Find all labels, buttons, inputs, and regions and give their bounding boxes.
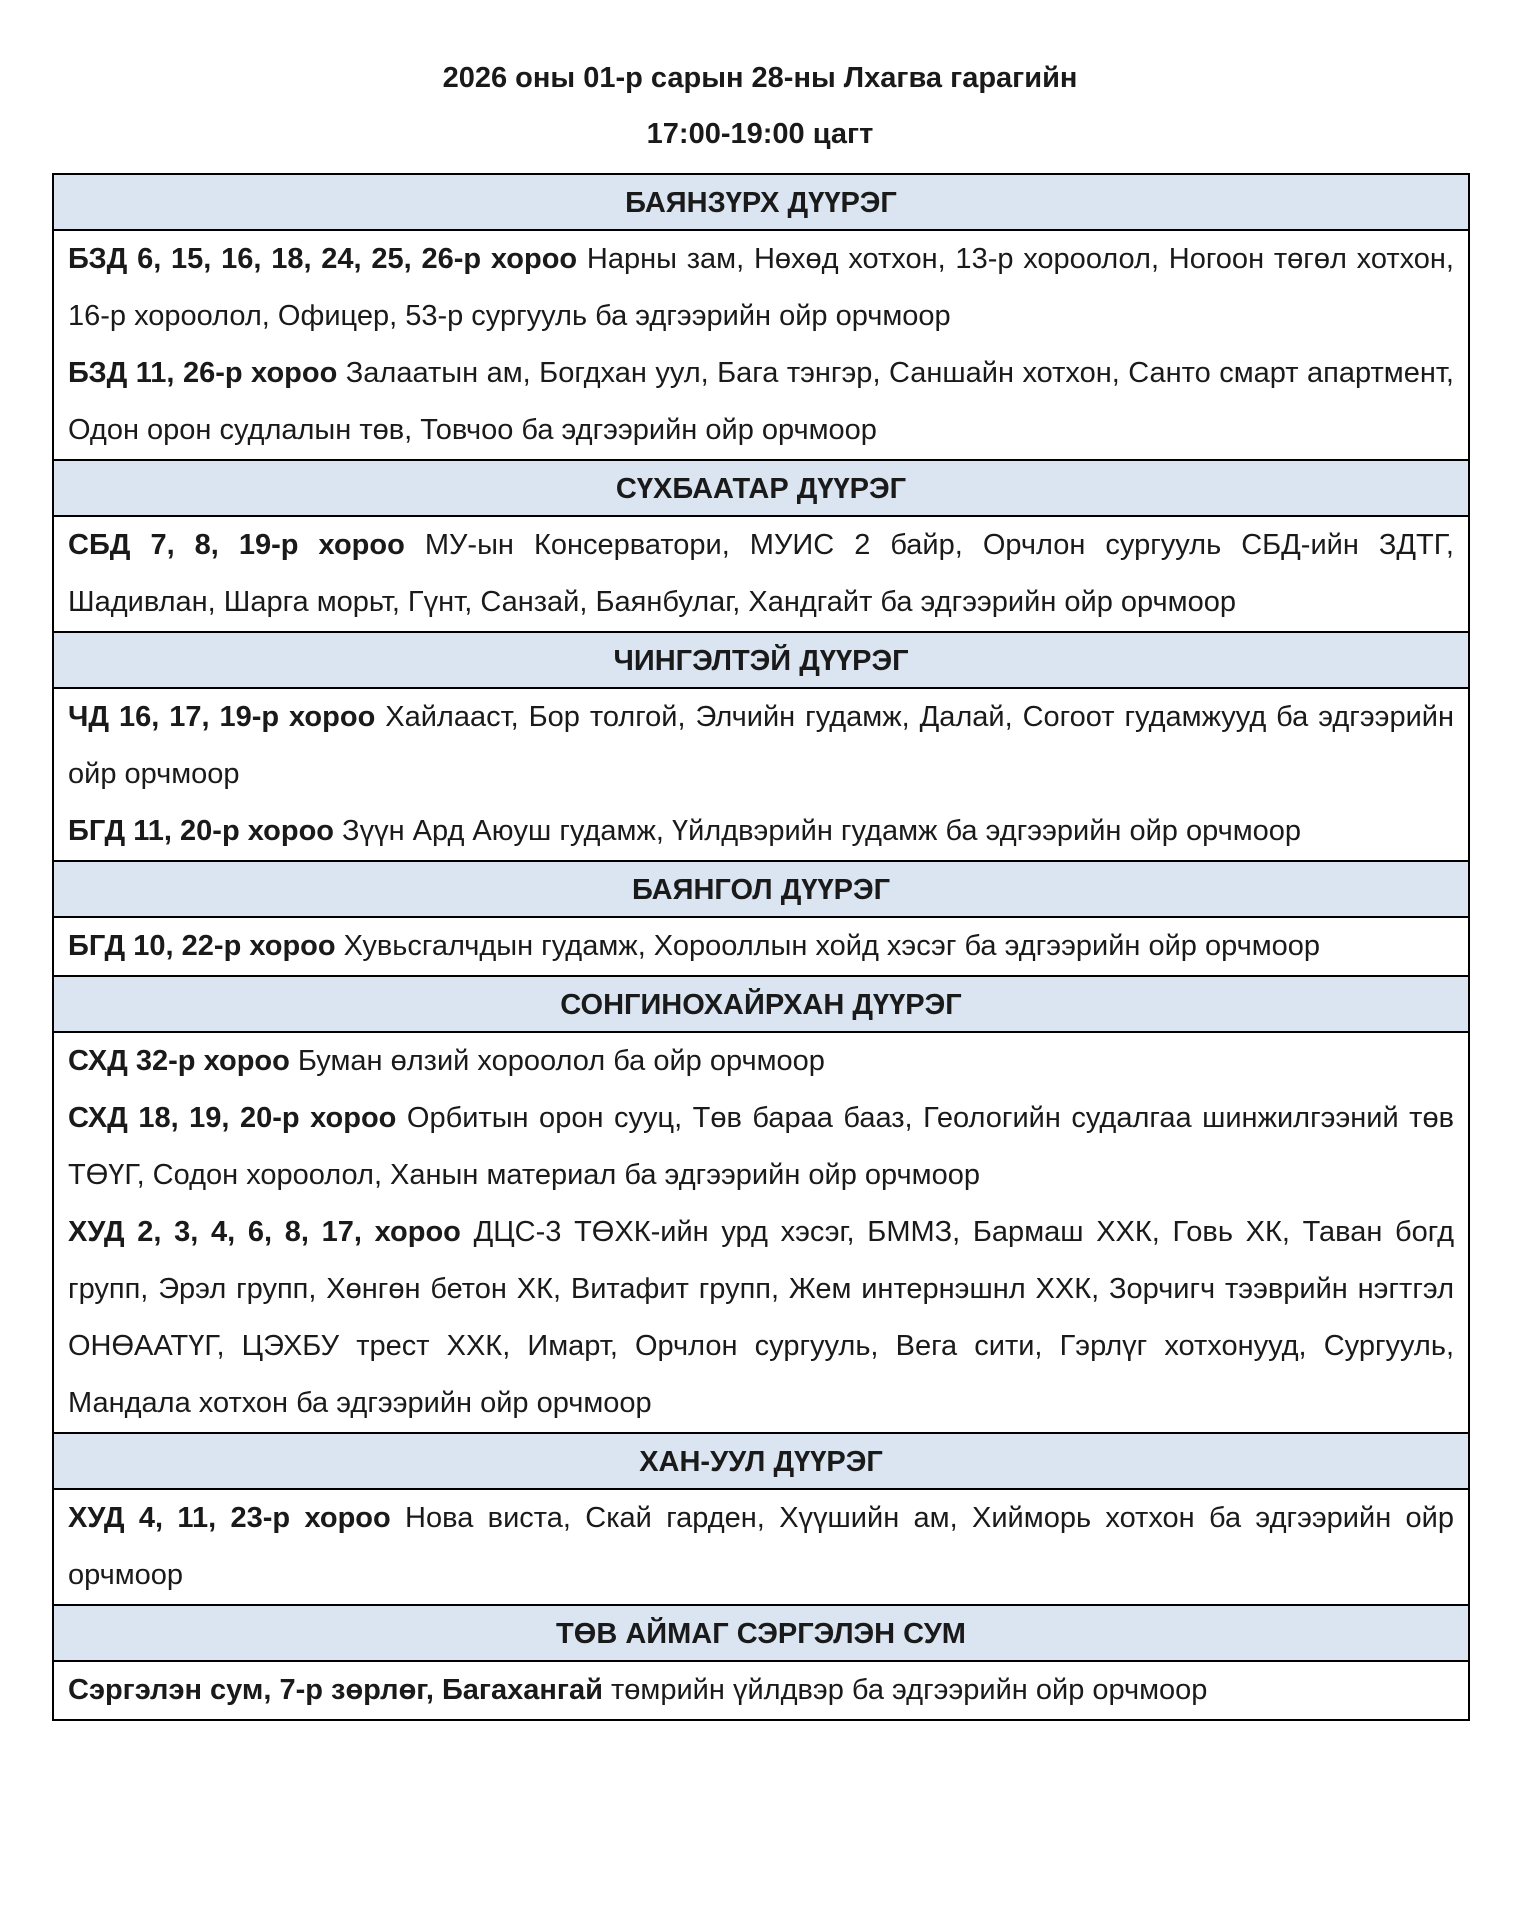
area-entry [68, 345, 1454, 459]
area-description: ДЦС-3 ТӨХК-ийн урд хэсэг, БММЗ, Бармаш ХХК, Говь ХК, Таван богд групп, Эрэл групп, Хөнгөн бетон ХК, Витафит групп, Жем интернэшнл ХХК, Зорчигч тээврийн нэгтгэл ОНӨААТҮГ, ЦЭХБУ трест ХХК, Имарт, Орчлон сургууль, Вега сити, Гэрлүг хотхонууд, Сургууль, Мандала хотхон ба эдгээрийн ойр орчмоор [68, 1216, 1454, 1419]
khoroo-code: Сэргэлэн сум, 7-р зөрлөг, Багахангай [68, 1674, 603, 1706]
khoroo-code: ХУД 2, 3, 4, 6, 8, 17, хороо [68, 1216, 461, 1248]
khoroo-code: СХД 32-р хороо [68, 1045, 290, 1077]
district-header: СОНГИНОХАЙРХАН ДҮҮРЭГ [54, 977, 1468, 1033]
khoroo-code: БГД 10, 22-р хороо [68, 930, 336, 962]
area-description: Хувьсгалчдын гудамж, Хорооллын хойд хэсэг ба эдгээрийн ойр орчмоор [335, 930, 1321, 962]
district-body [54, 689, 1468, 862]
area-description: Зүүн Ард Аюуш гудамж, Үйлдвэрийн гудамж ба эдгээрийн ойр орчмоор [334, 815, 1302, 847]
area-entry [68, 803, 1454, 860]
area-description: Нарны зам, Нөхөд хотхон, 13-р хороолол, Ногоон төгөл хотхон, 16-р хороолол, Офицер, 53-р сургууль ба эдгээрийн ойр орчмоор [68, 243, 1454, 332]
district-header: БАЯНЗҮРХ ДҮҮРЭГ [54, 175, 1468, 231]
district-body [54, 1662, 1468, 1719]
area-entry [68, 1204, 1454, 1432]
khoroo-code: СХД 18, 19, 20-р хороо [68, 1102, 397, 1134]
khoroo-code: СБД 7, 8, 19-р хороо [68, 529, 405, 561]
area-description: Хайлааст, Бор толгой, Элчийн гудамж, Далай, Согоот гудамжууд ба эдгээрийн ойр орчмоор [68, 701, 1454, 790]
area-entry [68, 231, 1454, 345]
khoroo-code: ХУД 4, 11, 23-р хороо [68, 1502, 391, 1534]
area-entry [68, 1090, 1454, 1204]
area-entry [68, 1490, 1454, 1604]
area-entry [68, 1662, 1454, 1719]
area-description: Залаатын ам, Богдхан уул, Бага тэнгэр, Саншайн хотхон, Санто смарт апартмент, Одон орон судлалын төв, Товчоо ба эдгээрийн ойр орчмоор [68, 357, 1454, 446]
district-header: ХАН-УУЛ ДҮҮРЭГ [54, 1434, 1468, 1490]
district-header: ТӨВ АЙМАГ СЭРГЭЛЭН СУМ [54, 1606, 1468, 1662]
khoroo-code: ЧД 16, 17, 19-р хороо [68, 701, 376, 733]
district-body [54, 1490, 1468, 1606]
district-body [54, 517, 1468, 633]
document-title: 2026 оны 01-р сарын 28-ны Лхагва гарагийн [442, 62, 1078, 94]
area-description: МУ-ын Консерватори, МУИС 2 байр, Орчлон сургууль СБД-ийн ЗДТГ, Шадивлан, Шарга морьт, Гүнт, Санзай, Баянбулаг, Хандгайт ба эдгээрийн ойр орчмоор [68, 529, 1454, 618]
area-entry [68, 517, 1454, 631]
outage-table [52, 173, 1470, 1721]
document-time-range: 17:00-19:00 цагт [646, 118, 874, 150]
khoroo-code: БЗД 11, 26-р хороо [68, 357, 338, 389]
area-description: Нова виста, Скай гарден, Хүүшийн ам, Хийморь хотхон ба эдгээрийн ойр орчмоор [68, 1502, 1454, 1591]
area-entry [68, 918, 1454, 975]
district-header: ЧИНГЭЛТЭЙ ДҮҮРЭГ [54, 633, 1468, 689]
area-entry [68, 1033, 1454, 1090]
district-body [54, 918, 1468, 977]
khoroo-code: БГД 11, 20-р хороо [68, 815, 334, 847]
district-body [54, 1033, 1468, 1434]
district-header: БАЯНГОЛ ДҮҮРЭГ [54, 862, 1468, 918]
khoroo-code: БЗД 6, 15, 16, 18, 24, 25, 26-р хороо [68, 243, 578, 275]
area-description: Буман өлзий хороолол ба ойр орчмоор [289, 1045, 825, 1077]
district-body [54, 231, 1468, 461]
area-description: төмрийн үйлдвэр ба эдгээрийн ойр орчмоор [602, 1674, 1208, 1706]
area-description: Орбитын орон сууц, Төв бараа бааз, Геологийн судалгаа шинжилгээний төв ТӨҮГ, Содон хороолол, Ханын материал ба эдгээрийн ойр орчмоор [68, 1102, 1454, 1191]
district-header: СҮХБААТАР ДҮҮРЭГ [54, 461, 1468, 517]
area-entry [68, 689, 1454, 803]
